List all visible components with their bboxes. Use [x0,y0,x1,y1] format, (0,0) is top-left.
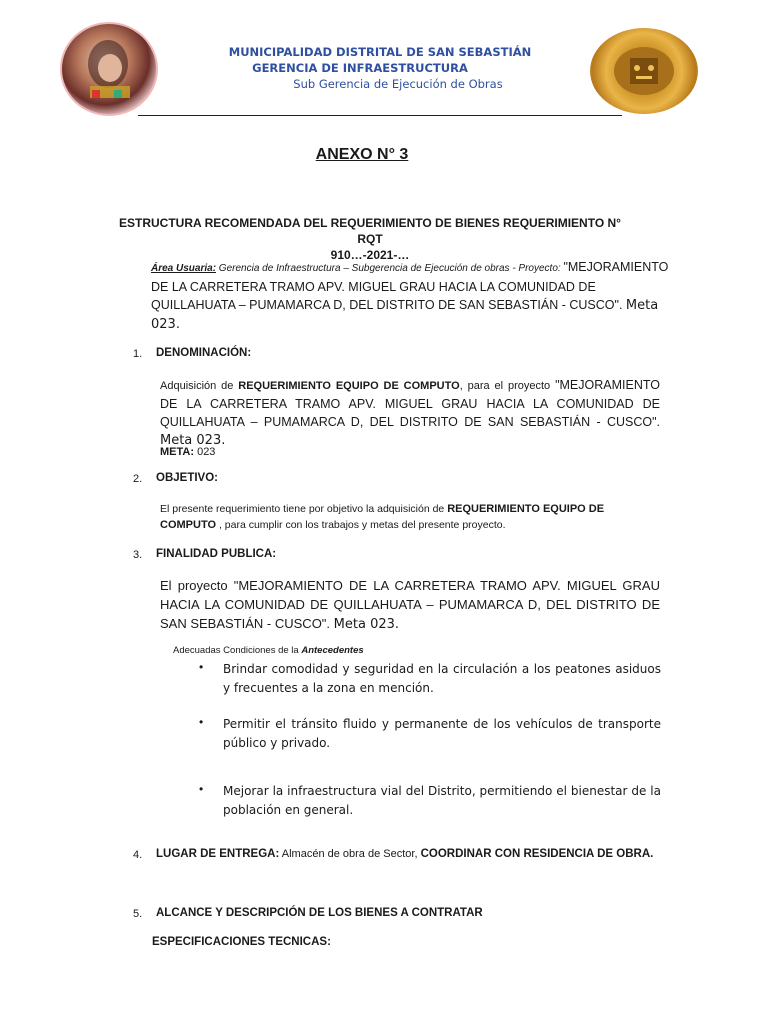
bullet-icon: • [199,660,204,674]
adecuadas-bold: Antecedentes [301,645,364,656]
s1-mid: , para el proyecto [459,380,556,392]
section-4-line [156,848,653,860]
area-usuaria-detail: Gerencia de Infraestructura – Subgerencia de Ejecución de obras - Proyecto: [216,263,564,274]
section-1-meta-line [160,443,660,461]
bullet-item-1: Brindar comodidad y seguridad en la circulación a los peatones asiduos y frecuentes a la zona en mención. [223,662,661,695]
area-usuaria-project: "MEJORAMIENTO DE LA CARRETERA TRAMO APV. MIGUEL GRAU HACIA LA COMUNIDAD DE QUILLAHUATA – PUMAMARCA D, DEL DISTRITO DE SAN SEBASTIÁN - CUSCO". [151,260,669,312]
bullet-icon: • [199,782,204,796]
header-subgerencia: Sub Gerencia de Ejecución de Obras [293,77,503,91]
estructura-line1: ESTRUCTURA RECOMENDADA DEL REQUERIMIENTO DE BIENES REQUERIMIENTO N° RQT [119,216,621,246]
header-divider [138,115,622,116]
bullet-item-2: Permitir el tránsito fluido y permanente de los vehículos de transporte público y privado. [223,717,661,750]
s2-suffix: , para cumplir con los trabajos y metas del presente proyecto. [216,519,506,531]
section-3-number: 3. [133,549,143,561]
section-2-paragraph [160,501,660,533]
section-3-paragraph [160,576,660,634]
area-usuaria [151,258,671,334]
section-3-title: FINALIDAD PUBLICA: [156,548,277,560]
page-title: ANEXO N° 3 [315,146,409,163]
estructura-heading [110,215,630,263]
section-2-title: OBJETIVO: [156,472,218,484]
s1-meta: Meta 023. [160,433,226,448]
section-5-title: ALCANCE Y DESCRIPCIÓN DE LOS BIENES A CONTRATAR [156,907,483,919]
header-gerencia: GERENCIA DE INFRAESTRUCTURA [252,61,468,75]
s1-item: REQUERIMIENTO EQUIPO DE COMPUTO [238,380,460,392]
bullet-icon: • [199,715,204,729]
section-1-number: 1. [133,348,143,360]
estructura-line2: 910…-2021-… [330,248,410,262]
s2-item: REQUERIMIENTO EQUIPO DE COMPUTO [160,503,605,531]
s3-meta: Meta 023. [333,617,400,632]
s4-title: LUGAR DE ENTREGA: [156,848,280,860]
section-1-title: DENOMINACIÓN: [156,347,252,359]
s3-text: El proyecto "MEJORAMIENTO DE LA CARRETERA TRAMO APV. MIGUEL GRAU HACIA LA COMUNIDAD DE QUILLAHUATA – PUMAMARCA D, DEL DISTRITO DE SAN SEBASTIÁN - CUSCO". [160,578,660,631]
section-4-number: 4. [133,849,143,861]
inca-sun-emblem [590,28,698,114]
header-municipality: MUNICIPALIDAD DISTRITAL DE SAN SEBASTIÁN [228,45,532,59]
section-1-paragraph [160,376,660,450]
bullet-item-3: Mejorar la infraestructura vial del Distrito, permitiendo el bienestar de la población en general. [223,784,661,817]
section-5-subtitle: ESPECIFICACIONES TECNICAS: [152,936,331,948]
s1-project: "MEJORAMIENTO DE LA CARRETERA TRAMO APV. MIGUEL GRAU HACIA LA COMUNIDAD DE QUILLAHUATA – PUMAMARCA D, DEL DISTRITO DE SAN SEBASTIÁN - CUSCO". [160,378,660,429]
s4-text: Almacén de obra de Sector, [279,848,421,860]
s4-bold: COORDINAR CON RESIDENCIA DE OBRA. [420,848,654,860]
s1-meta-value: 023 [194,446,216,458]
s1-prefix: Adquisición de [160,380,239,392]
adecuadas-line [173,645,364,656]
area-usuaria-label: Área Usuaria: [151,263,217,274]
s1-meta-label: META: [160,446,195,458]
adecuadas-prefix: Adecuadas Condiciones de la [173,645,302,656]
section-5-number: 5. [133,908,143,920]
section-2-number: 2. [133,473,143,485]
s2-prefix: El presente requerimiento tiene por objetivo la adquisición de [160,503,448,515]
area-usuaria-meta: Meta 023. [151,298,659,332]
